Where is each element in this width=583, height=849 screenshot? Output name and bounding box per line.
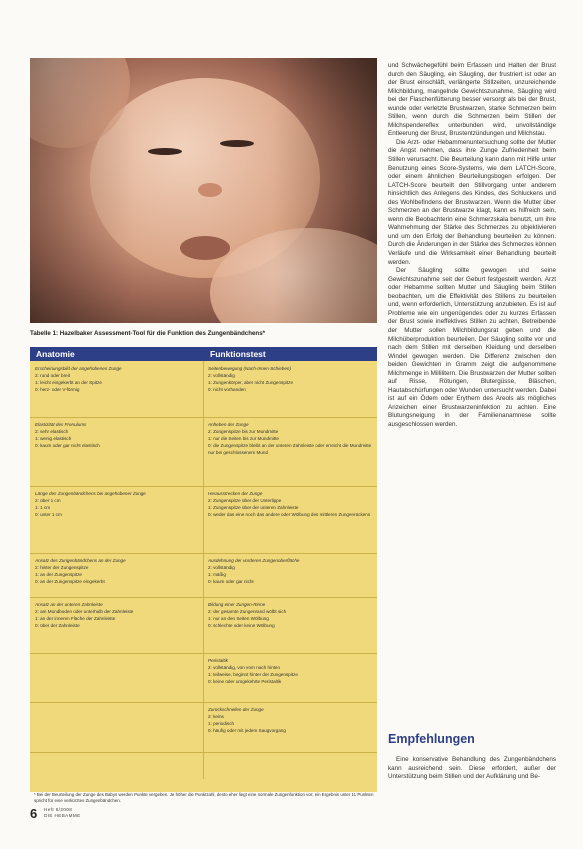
page-number: 6 — [30, 806, 38, 821]
table-cell-right: Seitenbewegung (Nach-Innen-Schieben) 2: vollständig 1: Zungenkörper, aber nicht Zungenspitze 0: nicht vorhanden — [208, 366, 294, 392]
table-header — [30, 347, 377, 361]
row-divider — [30, 653, 377, 654]
body-column-2 — [388, 750, 556, 788]
body-column — [388, 62, 556, 430]
row-divider — [30, 752, 377, 753]
page-footer: Heft 6/2008 DIE HEBAMME — [44, 807, 81, 818]
table-footnote: * Bei der Beurteilung der Zunge des Babys werden Punkte vergeben. Je höher die Punktzahl, desto eher liegt eine normale Zungenfunktion vor; ein Ergebnis unter 11 Punkten spricht für eine verkürztes Zungenbändchen. — [34, 792, 374, 803]
paragraph: Der Säugling sollte gewogen und seine Gewichtszunahme seit der Geburt festgestellt werden. Arzt oder Hebamme sollten Mutter und Säugling beim Stillen beobachten, um die Effektivität des Stillens zu beurteilen und, wenn erforderlich, Unterstützung anzubieten. Es ist auf Probleme wie ein ungenügendes oder zu kurzes Erfassen der Brust sowie ineffektives Stillen zu achten, Betreibende der Mutter sollen Milchbildungsrat geben und die Milchüberproduktion beurteilen. Der Säugling sollte vor und nach dem Stillen mit derselben Kleidung und derselben Windel gewogen werden. Die Differenz zwischen den beiden Gewichten in Gramm zeigt die aufgenommene Milchmenge in Millilitern. Die Brustwarzen der Mutter sollten auf Risse, Rötungen, Blutergüsse, Bläschen, Hautabschürfungen oder Wunden untersucht werden. Dabei ist auf ein Ödem oder Erythem des Areols als mögliches Anzeichen einer Brustwarzeninfektion zu achten. Eine Blutungsneigung in der Familienanamnese sollte ausgeschlossen werden. — [388, 267, 556, 428]
row-divider — [30, 417, 377, 418]
table-cell-right: Herausstrecken der Zunge 2: Zungenspitze über der Unterlippe 1: Zungenspitze über der unteren Zahnleiste 0: weder das eine noch das andere oder Wölbung des mittleren Zungenrückens — [208, 491, 371, 517]
table-cell-right: Peristaltik 2: vollständig, von vorn nach hinten 1: teilweise, beginnt hinter der Zungenspitze 0: keine oder umgekehrte Peristaltik — [208, 658, 298, 684]
table-caption: Tabelle 1: Hazelbaker Assessment-Tool für die Funktion des Zungenbändchens* — [30, 330, 266, 337]
assessment-table — [30, 347, 377, 792]
table-cell-right: Anheben der Zunge 2: Zungenspitze bis zur Mundmitte 1: nur die Seiten bis zur Mundmitte 0: die Zungenspitze bleibt an der unteren Zahnleiste oder erreicht die Mundmitte nur bei geschlossenem Mund — [208, 422, 372, 455]
row-divider — [30, 597, 377, 598]
header-anatomie: Anatomie — [36, 349, 75, 359]
table-cell-left: Ansatz an der unteren Zahnleiste 2: am Mundboden oder unterhalb der Zahnleiste 1: an der inneren Fläche der Zahnleiste 0: über der Zahnleiste — [35, 602, 134, 628]
column-divider — [203, 361, 204, 779]
section-heading: Empfehlungen — [388, 732, 475, 746]
table-cell-right: Zurückschnellen der Zunge 2: keins 1: periodisch 0: häufig oder mit jedem Saugvorgang — [208, 707, 286, 733]
paragraph: und Schwächegefühl beim Erfassen und Halten der Brust durch den Säugling, ein Säugling, der frustriert ist oder an der Brust einschläft, verlängerte Stillzeiten, unzureichende Milchbildung, mangelnde Gewichtszunahme, Säugling wird bei der Flaschenfütterung besser versorgt als bei der Brust, wunde oder verletzte Brustwarzen, starke Schmerzen beim Stillen, wenn durch die Schmerzen beim Stillen der Milchspendereflex unterbunden wird, unvollständige Entleerung der Brust, Brustentzündungen und Milchstau. — [388, 62, 556, 138]
table-cell-left: Länge des Zungenbändchens bei angehobener Zunge 2: über 1 cm 1: 1 cm 0: unter 1 cm — [35, 491, 146, 517]
table-cell-left: Ansatz des Zungenbändchens an der Zunge 2: hinter der Zungenspitze 1: an der Zungenspitze 0: an der Zungenspitze eingekerbt — [35, 558, 126, 584]
table-cell-left: Elastizität des Frenulums 2: sehr elastisch 1: wenig elastisch 0: kaum oder gar nicht elastisch — [35, 422, 100, 448]
table-cell-left: Erscheinungsbild der angehobenen Zunge 2: rund oder breit 1: leicht eingekerbt an der Spitze 0: herz- oder V-förmig — [35, 366, 122, 392]
row-divider — [30, 702, 377, 703]
row-divider — [30, 486, 377, 487]
newborn-photo — [30, 58, 377, 323]
header-funktionstest: Funktionstest — [210, 349, 266, 359]
row-divider — [30, 553, 377, 554]
table-cell-right: Bildung einer Zungen-Rinne 2: der gesamte Zungenrand wölbt sich 1: nur an den Seiten Wölbung 0: schlechte oder keine Wölbung — [208, 602, 287, 628]
table-cell-right: Ausdehnung der vorderen Zungenoberfläche 2: vollständig 1: mäßig 0: kaum oder gar nicht — [208, 558, 300, 584]
paragraph: Eine konservative Behandlung des Zungenbändchens kann ausreichend sein. Diese erfordert, außer der Unterstützung beim Stillen und der Aufklärung und Be- — [388, 756, 556, 781]
paragraph: Die Arzt- oder Hebammenuntersuchung sollte der Mutter die Angst nehmen, dass ihre Zunge Zufriedenheit beim Stillen verursacht. Die Beurteilung kann dann mit Hilfe unter Benutzung eines Score-Systems, wie dem LATCH-Score, oder einem ähnlichen Beurteilungsbogen erfolgen. Der LATCH-Score beurteilt den Stillvorgang unter anderem hinsichtlich des Anlegens des Kindes, des Schluckens und des Wohlbefindens der Brustwarzen. Wenn die Mutter über Schmerzen an der Brustwarze klagt, kann es hilfreich sein, wenn die Beobachterin eine Schmerzskala benutzt, um ihre Wahrnehmung der Stärke des Schmerzes zu objektivieren und um den Erfolg der Behandlung beurteilen zu können. Durch die Änderungen in der Stärke des Schmerzes können Verläufe und die Wirksamkeit einer Behandlung beurteilt werden. — [388, 138, 557, 266]
